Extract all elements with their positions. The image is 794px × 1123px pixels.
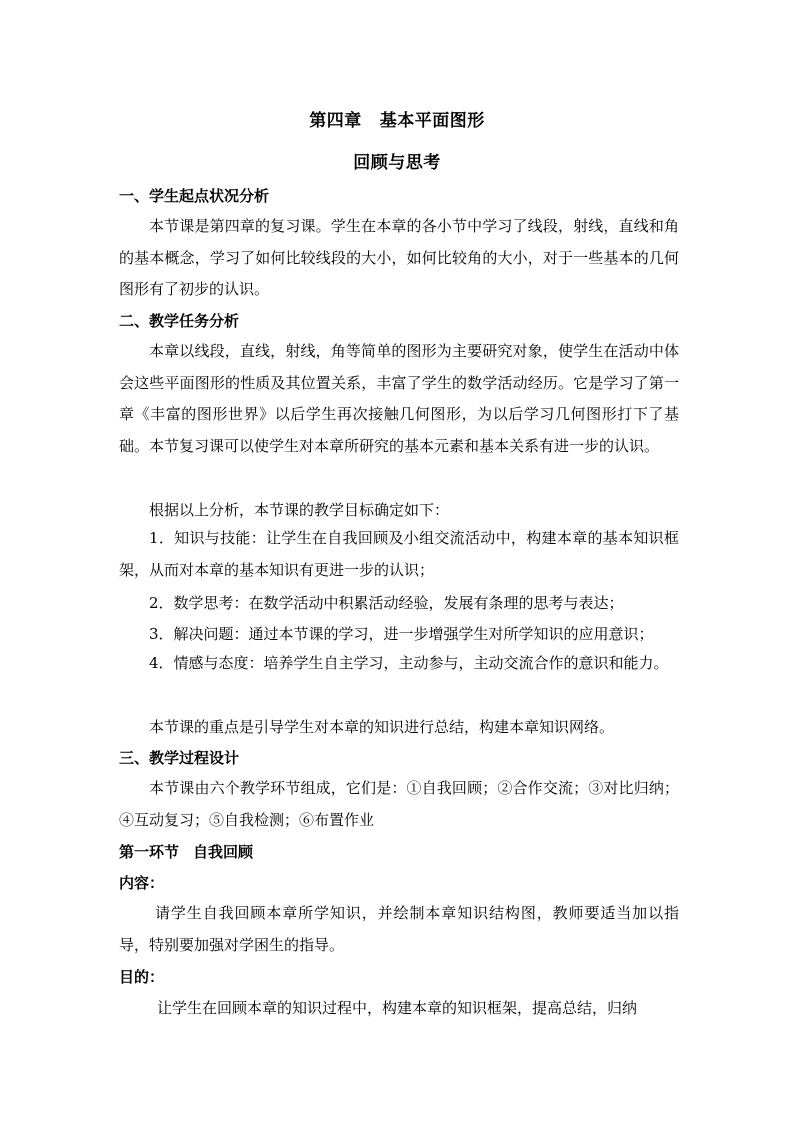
section-1-paragraph: 本节课是第四章的复习课。学生在本章的各小节中学习了线段，射线，直线和角的基本概念，学习了如何比较线段的大小，如何比较角的大小，对于一些基本的几何图形有了初步的认识。 xyxy=(119,217,679,298)
content-text: 请学生自我回顾本章所学知识，并绘制本章知识结构图，教师要适当加以指导，特别要加强对学困生的指导。 xyxy=(119,904,679,954)
step-1-name: 自我回顾 xyxy=(193,843,254,861)
goal-3: 3．解决问题：通过本节课的学习，进一步增强学生对所学知识的应用意识； xyxy=(149,625,654,643)
section-heading-2: 二、教学任务分析 xyxy=(119,312,240,330)
purpose-text: 让学生在回顾本章的知识过程中，构建本章的知识框架，提高总结，归纳 xyxy=(157,999,638,1017)
chapter-number: 第四章 xyxy=(309,111,362,131)
lesson-focus: 本节课的重点是引导学生对本章的知识进行总结，构建本章知识网络。 xyxy=(149,718,615,736)
step-1-number: 第一环节 xyxy=(119,843,180,861)
section-3-paragraph: 本节课由六个教学环节组成，它们是：①自我回顾；②合作交流；③对比归纳；④互动复习；⑤自我检测；⑥布置作业 xyxy=(119,779,679,829)
goal-2: 2．数学思考：在数学活动中积累活动经验，发展有条理的思考与表达； xyxy=(149,594,624,612)
goal-1: 1．知识与技能：让学生在自我回顾及小组交流活动中，构建本章的基本知识框架，从而对本章的基本知识有更进一步的认识； xyxy=(119,529,679,579)
step-1-title xyxy=(119,842,253,862)
section-2-paragraph: 本章以线段，直线，射线，角等简单的图形为主要研究对象，使学生在活动中体会这些平面图形的性质及其位置关系，丰富了学生的数学活动经历。它是学习了第一章《丰富的图形世界》以后学生再次接触几何图形，为以后学习几何图形打下了基础。本节复习课可以使学生对本章所研究的基本元素和基本关系有进一步的认识。 xyxy=(119,342,679,455)
section-heading-3: 三、教学过程设计 xyxy=(119,749,240,767)
section-heading-1: 一、学生起点状况分析 xyxy=(119,187,270,205)
goal-4: 4．情感与态度：培养学生自主学习，主动参与，主动交流合作的意识和能力。 xyxy=(149,654,669,672)
lesson-subtitle: 回顾与思考 xyxy=(353,153,441,173)
content-label: 内容： xyxy=(119,874,165,892)
chapter-name: 基本平面图形 xyxy=(379,111,485,131)
goals-intro: 根据以上分析，本节课的教学目标确定如下： xyxy=(149,501,450,519)
purpose-label: 目的： xyxy=(119,968,165,986)
chapter-title xyxy=(0,106,794,131)
